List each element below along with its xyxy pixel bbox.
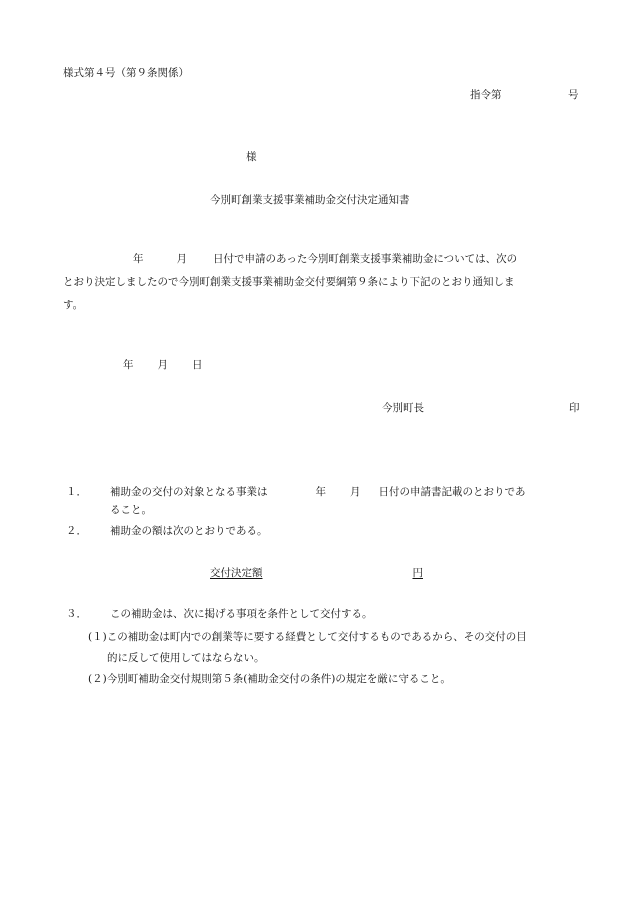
- document-number-prefix: 指令第: [470, 89, 502, 101]
- item-1-line-1: 補助金の交付の対象となる事業は 年 月 日付の申請書記載のとおりであ: [110, 486, 526, 498]
- addressee-honorific: 様: [246, 151, 257, 163]
- seal-mark: 印: [569, 402, 580, 414]
- item-2-text: 補助金の額は次のとおりである。: [110, 525, 268, 537]
- body-line-2: とおり決定しましたので今別町創業支援事業補助金交付要綱第９条により下記のとおり通知しま: [63, 276, 515, 288]
- issue-date-month: 月: [157, 359, 168, 371]
- item-1-line-2: ること。: [110, 504, 152, 516]
- document-number-suffix: 号: [568, 89, 579, 101]
- signer-title: 今別町長: [382, 402, 424, 414]
- form-number: 様式第４号（第９条関係）: [63, 67, 189, 79]
- condition-1-line-1: (１)この補助金は町内での創業等に要する経費として交付するものであるから、その交付の目: [88, 631, 527, 643]
- issue-date-day: 日: [192, 359, 203, 371]
- body-date-day: 日付で申請のあった今別町創業支援事業補助金については、次の: [213, 253, 518, 265]
- body-date-year: 年: [133, 253, 144, 265]
- condition-2: (２)今別町補助金交付規則第５条(補助金交付の条件)の規定を厳に守ること。: [88, 673, 451, 685]
- body-line-3: す。: [63, 299, 84, 311]
- grant-amount-unit: 円: [412, 567, 423, 579]
- item-3-text: この補助金は、次に掲げる事項を条件として交付する。: [110, 608, 373, 620]
- grant-amount-line: [210, 566, 434, 580]
- body-date-month: 月: [176, 253, 187, 265]
- condition-1-line-2: 的に反して使用してはならない。: [107, 652, 265, 664]
- item-3-number: ３．: [66, 608, 87, 620]
- item-1-number: １．: [66, 486, 87, 498]
- body-line-1: [133, 252, 517, 266]
- issue-date-year: 年: [123, 359, 134, 371]
- grant-amount-label: 交付決定額: [210, 567, 263, 579]
- document-title: 今別町創業支援事業補助金交付決定通知書: [210, 194, 410, 206]
- issue-date: [123, 358, 203, 372]
- item-2-number: ２．: [66, 525, 87, 537]
